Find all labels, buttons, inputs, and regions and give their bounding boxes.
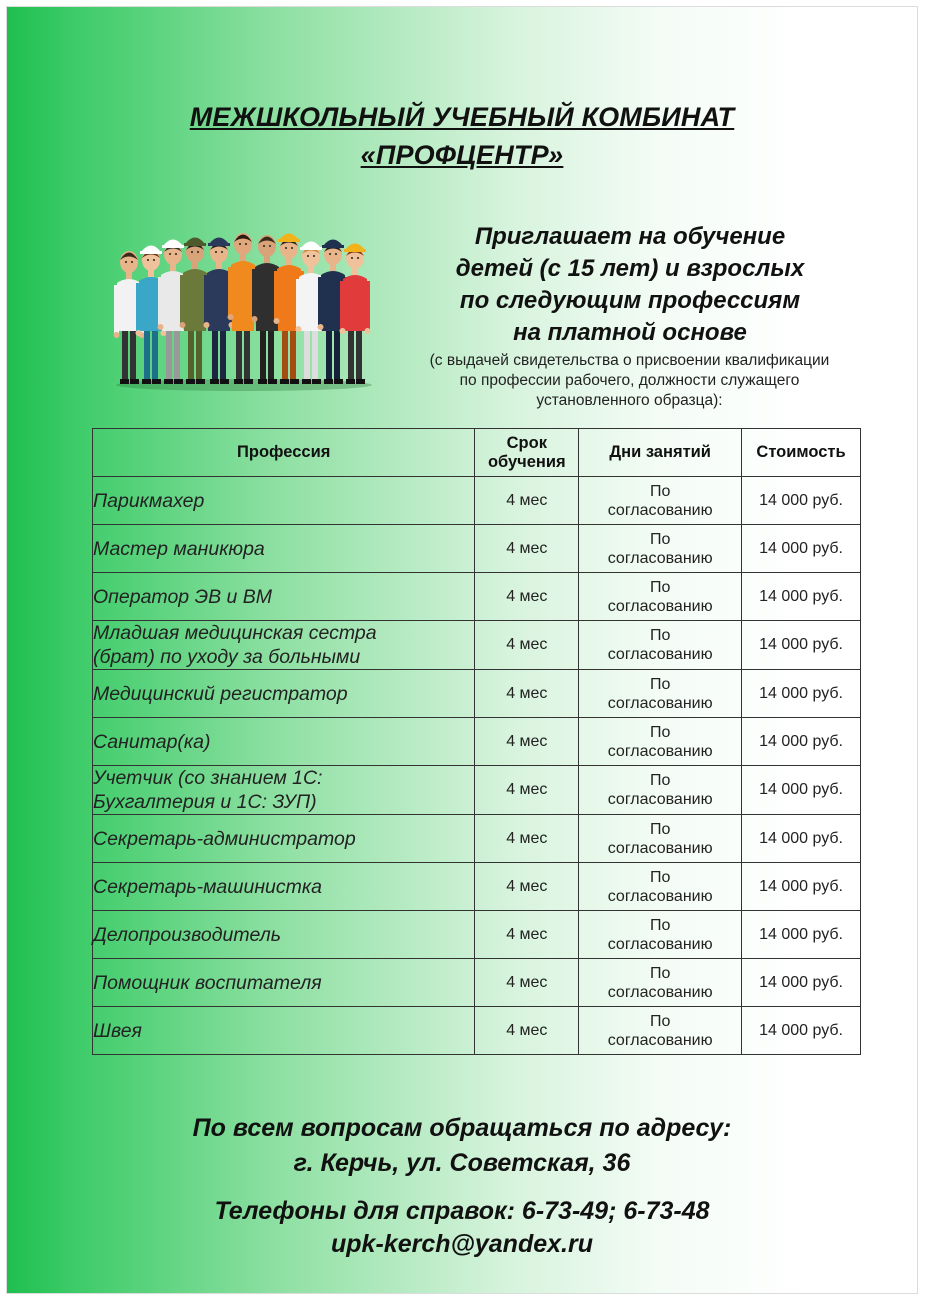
days-line-1: По xyxy=(649,1012,671,1030)
days-cell xyxy=(579,477,742,525)
price-cell: 14 000 руб. xyxy=(742,959,861,1007)
profession-line-1: Санитар(ка) xyxy=(93,730,211,753)
profession-cell xyxy=(93,718,475,766)
invite-line-2: детей (с 15 лет) и взрослых xyxy=(455,255,805,282)
profession-line-1: Оператор ЭВ и ВМ xyxy=(93,585,273,608)
profession-cell xyxy=(93,766,475,815)
days-line-2: согласованию xyxy=(607,791,713,808)
profession-line-1: Секретарь-администратор xyxy=(93,827,356,850)
duration-cell: 4 мес xyxy=(475,815,579,863)
profession-cell xyxy=(93,1007,475,1055)
days-cell xyxy=(579,670,742,718)
profession-cell xyxy=(93,863,475,911)
days-line-1: По xyxy=(649,482,671,500)
days-cell xyxy=(579,573,742,621)
days-line-1: По xyxy=(649,627,671,644)
profession-cell xyxy=(93,525,475,573)
days-line-1: По xyxy=(649,916,671,934)
price-cell: 14 000 руб. xyxy=(742,863,861,911)
days-line-1: По xyxy=(649,868,671,886)
profession-line-1: Мастер маникюра xyxy=(93,537,265,560)
header-duration xyxy=(475,429,579,477)
header-price: Стоимость xyxy=(742,429,861,477)
phones: Телефоны для справок: 6-73-49; 6-73-48 xyxy=(214,1197,710,1225)
days-line-1: По xyxy=(649,820,671,838)
profession-cell xyxy=(93,477,475,525)
profession-cell xyxy=(93,621,475,670)
days-line-2: согласованию xyxy=(607,1031,713,1049)
table-row xyxy=(93,959,861,1007)
days-line-1: По xyxy=(649,964,671,982)
price-cell: 14 000 руб. xyxy=(742,911,861,959)
days-line-2: согласованию xyxy=(607,549,713,567)
duration-cell: 4 мес xyxy=(475,525,579,573)
table-row xyxy=(93,573,861,621)
price-cell: 14 000 руб. xyxy=(742,477,861,525)
duration-cell: 4 мес xyxy=(475,477,579,525)
price-cell: 14 000 руб. xyxy=(742,525,861,573)
header-profession: Профессия xyxy=(93,429,475,477)
invite-line-1: Приглашает на обучение xyxy=(474,223,786,250)
profession-line-1: Учетчик (со знанием 1С: xyxy=(93,767,323,789)
profession-cell xyxy=(93,670,475,718)
group-of-professionals-illustration xyxy=(109,219,379,394)
price-cell: 14 000 руб. xyxy=(742,621,861,670)
table-row xyxy=(93,670,861,718)
days-cell xyxy=(579,1007,742,1055)
header-days: Дни занятий xyxy=(579,429,742,477)
duration-cell: 4 мес xyxy=(475,718,579,766)
title-line-1: МЕЖШКОЛЬНЫЙ УЧЕБНЫЙ КОМБИНАТ xyxy=(189,102,735,132)
email: upk-kerch@yandex.ru xyxy=(331,1230,593,1258)
table-row xyxy=(93,1007,861,1055)
profession-line-1: Медицинский регистратор xyxy=(93,682,348,705)
table-row xyxy=(93,718,861,766)
days-line-1: По xyxy=(649,772,671,789)
days-line-1: По xyxy=(649,530,671,548)
duration-cell: 4 мес xyxy=(475,670,579,718)
profession-line-2: Бухгалтерия и 1С: ЗУП) xyxy=(93,791,317,813)
profession-cell xyxy=(93,959,475,1007)
note-line-3: установленного образца): xyxy=(536,392,723,409)
price-cell: 14 000 руб. xyxy=(742,1007,861,1055)
days-line-2: согласованию xyxy=(607,742,713,760)
price-cell: 14 000 руб. xyxy=(742,815,861,863)
days-cell xyxy=(579,911,742,959)
days-line-2: согласованию xyxy=(607,646,713,663)
profession-cell xyxy=(93,815,475,863)
profession-line-1: Парикмахер xyxy=(93,489,205,512)
person-figure xyxy=(340,244,371,385)
days-line-2: согласованию xyxy=(607,887,713,905)
table-row xyxy=(93,863,861,911)
days-line-1: По xyxy=(649,675,671,693)
table-header-row xyxy=(93,429,861,477)
header-duration-line-1: Срок xyxy=(506,433,547,452)
table-body xyxy=(93,477,861,1055)
header-duration-line-2: обучения xyxy=(487,452,566,471)
table-row xyxy=(93,621,861,670)
table-row xyxy=(93,815,861,863)
duration-cell: 4 мес xyxy=(475,959,579,1007)
price-cell: 14 000 руб. xyxy=(742,718,861,766)
price-cell: 14 000 руб. xyxy=(742,670,861,718)
days-cell xyxy=(579,766,742,815)
days-cell xyxy=(579,815,742,863)
profession-line-1: Делопроизводитель xyxy=(93,923,282,946)
note-line-2: по профессии рабочего, должности служащего xyxy=(459,372,800,389)
duration-cell: 4 мес xyxy=(475,621,579,670)
invite-line-3: по следующим профессиям xyxy=(459,287,801,314)
days-line-2: согласованию xyxy=(607,983,713,1001)
table-row xyxy=(93,766,861,815)
address: г. Керчь, ул. Советская, 36 xyxy=(293,1149,631,1177)
days-cell xyxy=(579,959,742,1007)
title-line-2: «ПРОФЦЕНТР» xyxy=(360,140,564,170)
profession-cell xyxy=(93,911,475,959)
duration-cell: 4 мес xyxy=(475,863,579,911)
days-cell xyxy=(579,621,742,670)
table-row xyxy=(93,911,861,959)
invite-line-4: на платной основе xyxy=(513,319,747,346)
note-line-1: (с выдачей свидетельства о присвоении квалификации xyxy=(429,352,830,369)
duration-cell: 4 мес xyxy=(475,911,579,959)
table-row xyxy=(93,525,861,573)
days-line-1: По xyxy=(649,723,671,741)
table-row xyxy=(93,477,861,525)
price-cell: 14 000 руб. xyxy=(742,766,861,815)
days-line-2: согласованию xyxy=(607,501,713,519)
professions-table xyxy=(92,428,861,1055)
days-line-2: согласованию xyxy=(607,935,713,953)
days-line-2: согласованию xyxy=(607,694,713,712)
profession-line-1: Младшая медицинская сестра xyxy=(93,622,377,644)
profession-line-1: Помощник воспитателя xyxy=(93,971,322,994)
days-line-2: согласованию xyxy=(607,597,713,615)
contact-line: По всем вопросам обращаться по адресу: xyxy=(192,1114,732,1142)
profession-line-1: Секретарь-машинистка xyxy=(93,875,322,898)
days-line-1: По xyxy=(649,578,671,596)
profession-cell xyxy=(93,573,475,621)
duration-cell: 4 мес xyxy=(475,573,579,621)
profession-line-2: (брат) по уходу за больными xyxy=(93,646,361,668)
duration-cell: 4 мес xyxy=(475,766,579,815)
days-cell xyxy=(579,525,742,573)
duration-cell: 4 мес xyxy=(475,1007,579,1055)
days-cell xyxy=(579,863,742,911)
poster xyxy=(6,6,918,1294)
price-cell: 14 000 руб. xyxy=(742,573,861,621)
days-line-2: согласованию xyxy=(607,839,713,857)
profession-line-1: Швея xyxy=(93,1019,142,1042)
days-cell xyxy=(579,718,742,766)
